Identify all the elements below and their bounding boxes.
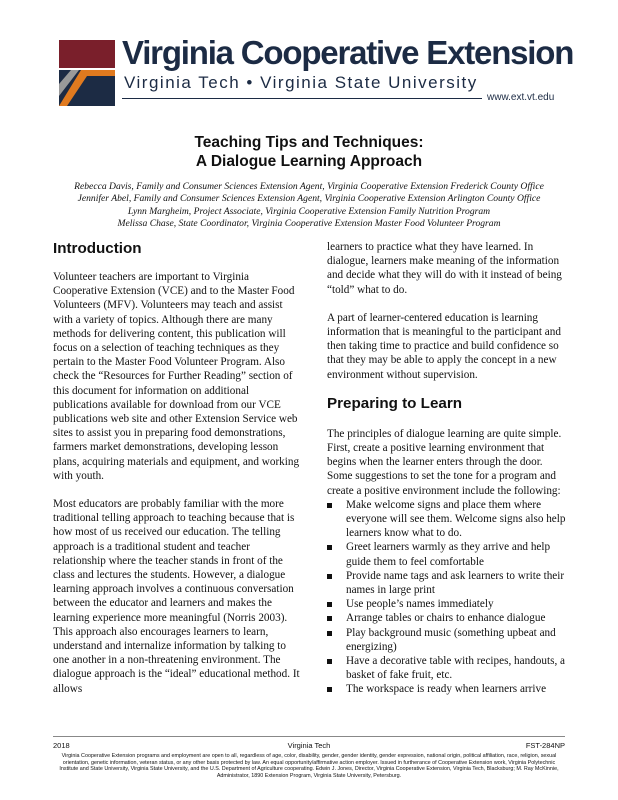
author-line: Rebecca Davis, Family and Consumer Sciences Extension Agent, Virginia Cooperative Extension Frederick County Office xyxy=(74,181,544,192)
footer-institution: Virginia Tech xyxy=(287,741,331,750)
bullet-icon xyxy=(327,659,332,664)
list-item: Arrange tables or chairs to enhance dialogue xyxy=(327,611,567,625)
learner-centered-paragraph: A part of learner-centered education is learning information that is meaningful to the participant and then taking time to practice and build confidence so that they may be able to apply the concept in a new environment without supervision. xyxy=(327,311,561,381)
list-item: Have a decorative table with recipes, handouts, a basket of fake fruit, etc. xyxy=(327,654,567,682)
preparing-heading: Preparing to Learn xyxy=(327,394,463,412)
website-url[interactable]: www.ext.vt.edu xyxy=(487,92,555,103)
author-list xyxy=(0,181,618,231)
list-item: Make welcome signs and place them where everyone will see them. Welcome signs also help learners know what to do. xyxy=(327,498,567,541)
bullet-icon xyxy=(327,602,332,607)
introduction-heading: Introduction xyxy=(53,240,142,257)
introduction-paragraph-2: Most educators are probably familiar with the more traditional telling approach to teaching because that is how most of us received our education. The telling approach is a traditional student and teacher relationship where the teacher stands in front of the class and lectures the students. However, a dialogue learning approach involves a continuous conversation between the educator and learners and makes the learning experience more meaningful (Norris 2003). This approach also encourages learners to learn, understand and internalize information by talking to one another in a non-threatening environment. The dialogue approach is the “ideal” educational method. It allows xyxy=(53,498,300,695)
list-item: Provide name tags and ask learners to write their names in large print xyxy=(327,569,567,597)
author-line: Melissa Chase, State Coordinator, Virginia Cooperative Extension Master Food Volunteer Program xyxy=(117,218,501,230)
footer-year: 2018 xyxy=(53,741,70,750)
document-title-line1: Teaching Tips and Techniques: xyxy=(194,134,424,151)
footer-divider xyxy=(53,736,565,737)
author-line: Jennifer Abel, Family and Consumer Sciences Extension Agent, Virginia Cooperative Extension Arlington County Office xyxy=(77,193,541,205)
header-divider xyxy=(122,98,482,99)
brand-subtitle: Virginia Tech • Virginia State University xyxy=(124,73,478,92)
bullet-icon xyxy=(327,545,332,550)
author-line: Lynn Margheim, Project Associate, Virginia Cooperative Extension Family Nutrition Program xyxy=(127,205,491,217)
right-column xyxy=(327,240,567,697)
bullet-icon xyxy=(327,631,332,636)
document-title-line2: A Dialogue Learning Approach xyxy=(195,153,423,170)
bullet-icon xyxy=(327,574,332,579)
left-column xyxy=(53,240,301,696)
bullet-icon xyxy=(327,687,332,692)
footer-legal-notice: Virginia Cooperative Extension programs and employment are open to all, regardless of age, color, disability, gender, gender identity, gender expression, national origin, political affiliation, race, religion, sexual orientation, genetic information, veteran status, or any other basis protected by law. An equal opportunity/affirmative action employer. Issued in furtherance of Cooperative Extension work, Virginia Polytechnic Institute and State University, Virginia State University, and the U.S. Department of Agriculture cooperating. Edwin J. Jones, Director, Virginia Cooperative Extension, Virginia Tech, Blacksburg; M. Ray McKinnie, Administrator, 1890 Extension Program, Virginia State University, Petersburg. xyxy=(59,753,559,779)
suggestion-list xyxy=(327,498,567,697)
continuation-paragraph: learners to practice what they have learned. In dialogue, learners make meaning of the information and decide what they will do with it instead of being “told” what to do. xyxy=(327,241,562,296)
list-item: Play background music (something upbeat and energizing) xyxy=(327,626,567,654)
vce-logo-icon xyxy=(59,40,115,106)
brand-title: Virginia Cooperative Extension xyxy=(122,34,574,71)
list-item: The workspace is ready when learners arrive xyxy=(327,682,567,696)
list-item: Use people’s names immediately xyxy=(327,597,567,611)
preparing-paragraph: The principles of dialogue learning are quite simple. First, create a positive learning environment that begins when the learner enters through the door. Some suggestions to set the tone for a program and create a positive environment include the following: xyxy=(327,427,562,497)
bullet-icon xyxy=(327,616,332,621)
bullet-icon xyxy=(327,503,332,508)
footer-publication-code: FST-284NP xyxy=(525,741,565,750)
list-item: Greet learners warmly as they arrive and help guide them to feel comfortable xyxy=(327,540,567,568)
introduction-paragraph-1: Volunteer teachers are important to Virginia Cooperative Extension (VCE) and to the Master Food Volunteers (MFV). Volunteers may teach and assist with a variety of topics. Although there are many methods for delivering content, this publication will focus on a selection of teaching techniques as they pertain to the Master Food Volunteer Program. Also check the “Resources for Further Reading” section of this document for information on additional publications available for download from our VCE publications web site and other Extension Service web sites to assist you in preparing food demonstrations, farmers market demonstrations, developing lesson plans, acquiring materials and equipment, and working with youth. xyxy=(53,271,300,482)
